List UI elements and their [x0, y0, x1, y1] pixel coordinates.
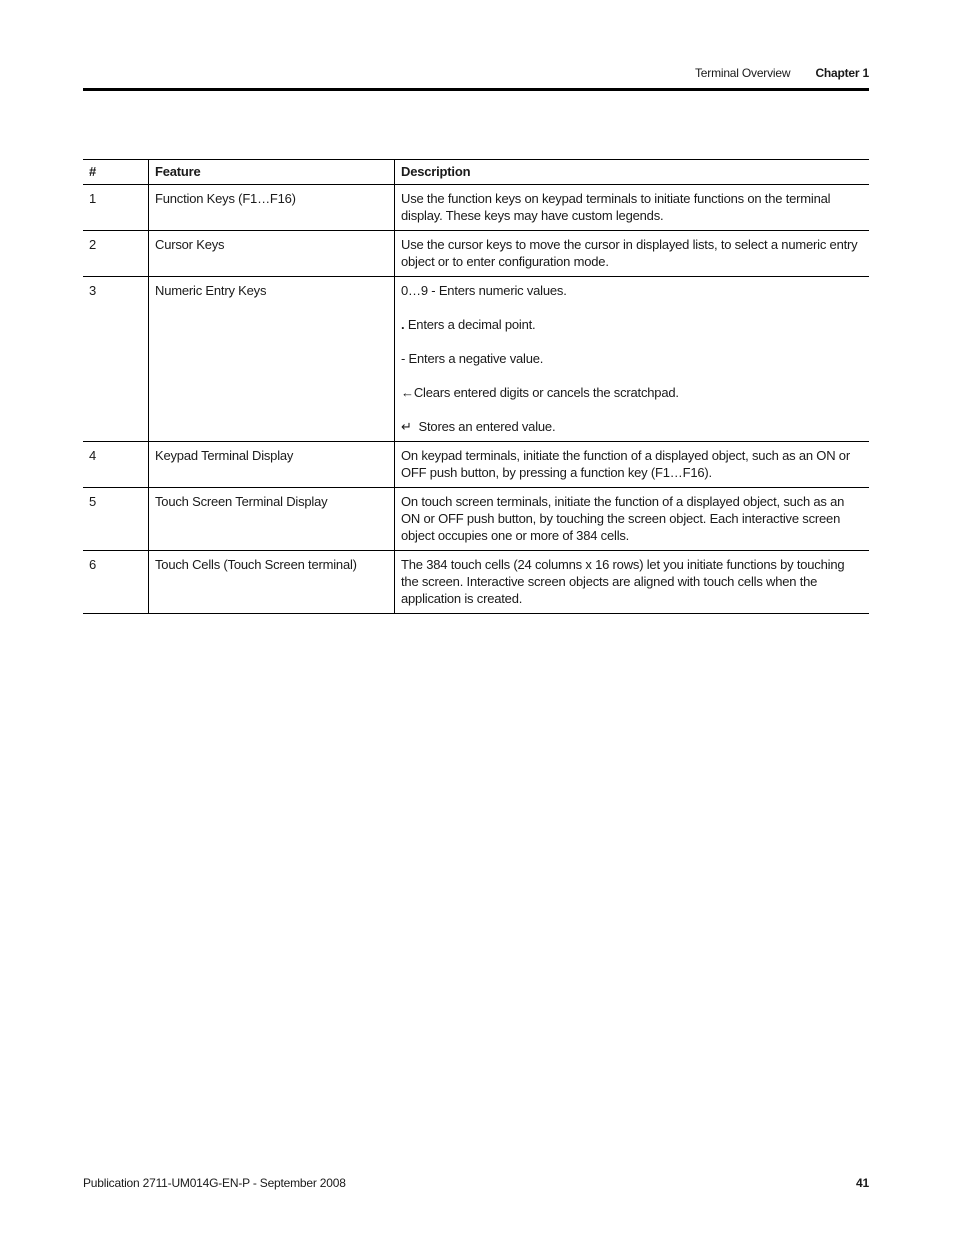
column-header-number: # — [83, 160, 149, 185]
row-number: 2 — [83, 231, 149, 277]
table-row — [83, 185, 869, 231]
table-row — [83, 551, 869, 614]
row-feature: Cursor Keys — [149, 231, 395, 277]
numeric-key-line — [401, 384, 863, 401]
row-number: 4 — [83, 442, 149, 488]
column-header-feature: Feature — [149, 160, 395, 185]
numeric-key-line — [401, 418, 863, 435]
row-number: 1 — [83, 185, 149, 231]
header-section-title: Terminal Overview — [695, 66, 791, 80]
table-row — [83, 488, 869, 551]
key-description: Clears entered digits or cancels the scratchpad. — [413, 385, 679, 400]
row-feature: Function Keys (F1…F16) — [149, 185, 395, 231]
numeric-key-line — [401, 282, 863, 299]
numeric-key-line — [401, 316, 863, 333]
column-header-description: Description — [395, 160, 870, 185]
row-number: 5 — [83, 488, 149, 551]
table-row — [83, 231, 869, 277]
table-row — [83, 277, 869, 442]
feature-table — [83, 159, 869, 614]
row-description — [395, 277, 870, 442]
table-row — [83, 442, 869, 488]
row-description: Use the function keys on keypad terminals to initiate functions on the terminal display. These keys may have custom legends. — [395, 185, 870, 231]
row-feature: Numeric Entry Keys — [149, 277, 395, 442]
row-description: On keypad terminals, initiate the function of a displayed object, such as an ON or OFF push button, by pressing a function key (F1…F16). — [395, 442, 870, 488]
publication-info: Publication 2711-UM014G-EN-P - September 2008 — [83, 1176, 346, 1190]
row-number: 6 — [83, 551, 149, 614]
header-chapter-label: Chapter 1 — [815, 66, 869, 80]
row-description: Use the cursor keys to move the cursor in displayed lists, to select a numeric entry object or to enter configuration mode. — [395, 231, 870, 277]
page-number: 41 — [856, 1176, 869, 1190]
table-header-row — [83, 160, 869, 185]
enter-key-icon: ↵ — [401, 419, 412, 434]
row-feature: Touch Screen Terminal Display — [149, 488, 395, 551]
key-description: 0…9 - Enters numeric values. — [401, 283, 567, 298]
row-description: The 384 touch cells (24 columns x 16 rows) let you initiate functions by touching the screen. Interactive screen objects are aligned with touch cells when the application is created. — [395, 551, 870, 614]
row-description: On touch screen terminals, initiate the function of a displayed object, such as an ON or OFF push button, by touching the screen object. Each interactive screen object occupies one or more of 384 cells. — [395, 488, 870, 551]
page-footer — [83, 1176, 869, 1192]
row-feature: Touch Cells (Touch Screen terminal) — [149, 551, 395, 614]
header-divider — [83, 88, 869, 91]
key-description: - Enters a negative value. — [401, 351, 544, 366]
key-description: Enters a decimal point. — [404, 317, 536, 332]
key-description: Stores an entered value. — [411, 419, 556, 434]
numeric-key-line — [401, 350, 863, 367]
page-header — [83, 66, 869, 82]
row-feature: Keypad Terminal Display — [149, 442, 395, 488]
decimal-point-symbol: . — [401, 317, 405, 332]
backspace-arrow-icon: ← — [401, 385, 414, 400]
row-number: 3 — [83, 277, 149, 442]
